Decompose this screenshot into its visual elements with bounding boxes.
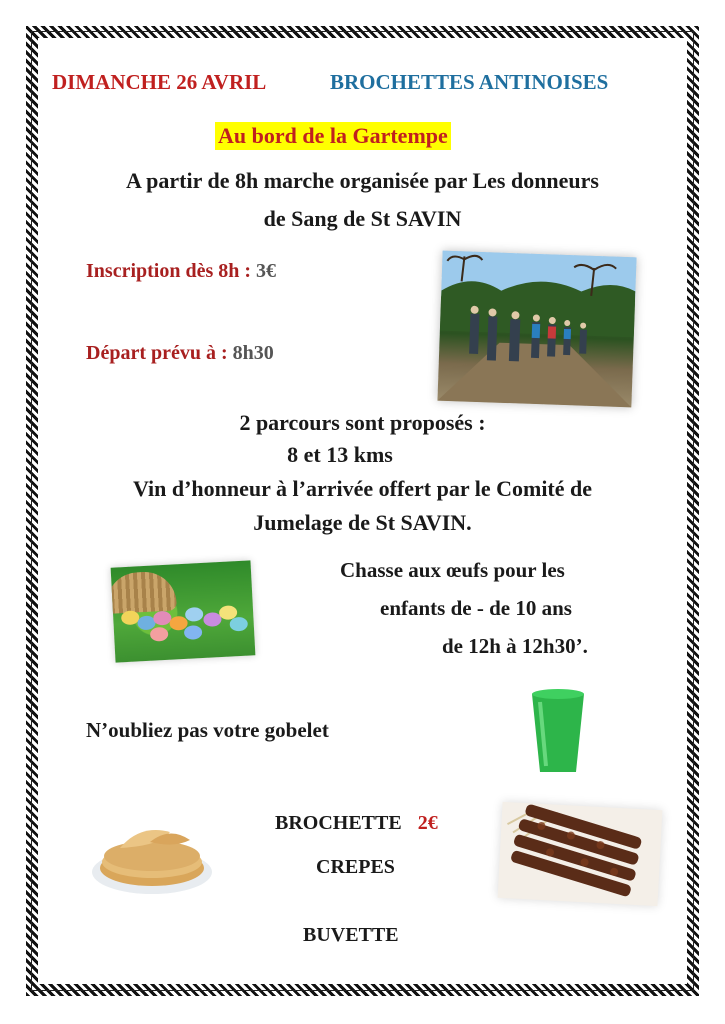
- buvette-label: BUVETTE: [303, 924, 399, 946]
- event-location: Au bord de la Gartempe: [215, 122, 451, 150]
- gobelet-reminder: N’oubliez pas votre gobelet: [86, 718, 329, 742]
- depart-time: 8h30: [232, 342, 274, 364]
- parcours-line-3: Vin d’honneur à l’arrivée offert par le Comité de: [132, 476, 593, 501]
- easter-eggs-photo: [111, 560, 256, 662]
- intro-line-2: de Sang de St SAVIN: [263, 206, 462, 231]
- depart-row: [86, 342, 274, 365]
- parcours-line-2: 8 et 13 kms: [287, 442, 393, 467]
- chasse-line-2: enfants de - de 10 ans: [380, 596, 572, 620]
- brochettes-image: [498, 802, 663, 906]
- inscription-label: Inscription dès 8h :: [86, 260, 257, 282]
- hikers-photo: [437, 251, 636, 408]
- brochette-row: [275, 812, 438, 835]
- green-cup-image: [530, 688, 586, 776]
- crepes-image: [90, 818, 214, 898]
- chasse-line-1: Chasse aux œufs pour les: [340, 558, 565, 582]
- intro-line-1: A partir de 8h marche organisée par Les donneurs: [125, 168, 599, 193]
- inscription-price: 3€: [256, 260, 277, 282]
- parcours-line-4: Jumelage de St SAVIN.: [253, 510, 472, 535]
- crepes-label: CREPES: [316, 856, 395, 878]
- parcours-line-1: 2 parcours sont proposés :: [239, 410, 486, 435]
- event-date: DIMANCHE 26 AVRIL: [52, 70, 267, 94]
- chasse-line-3: de 12h à 12h30’.: [442, 634, 588, 658]
- brochette-price: 2€: [417, 812, 438, 834]
- inscription-row: [86, 260, 276, 283]
- depart-label: Départ prévu à :: [86, 342, 233, 364]
- brochette-label: BROCHETTE: [275, 812, 402, 834]
- event-title: BROCHETTES ANTINOISES: [330, 70, 609, 94]
